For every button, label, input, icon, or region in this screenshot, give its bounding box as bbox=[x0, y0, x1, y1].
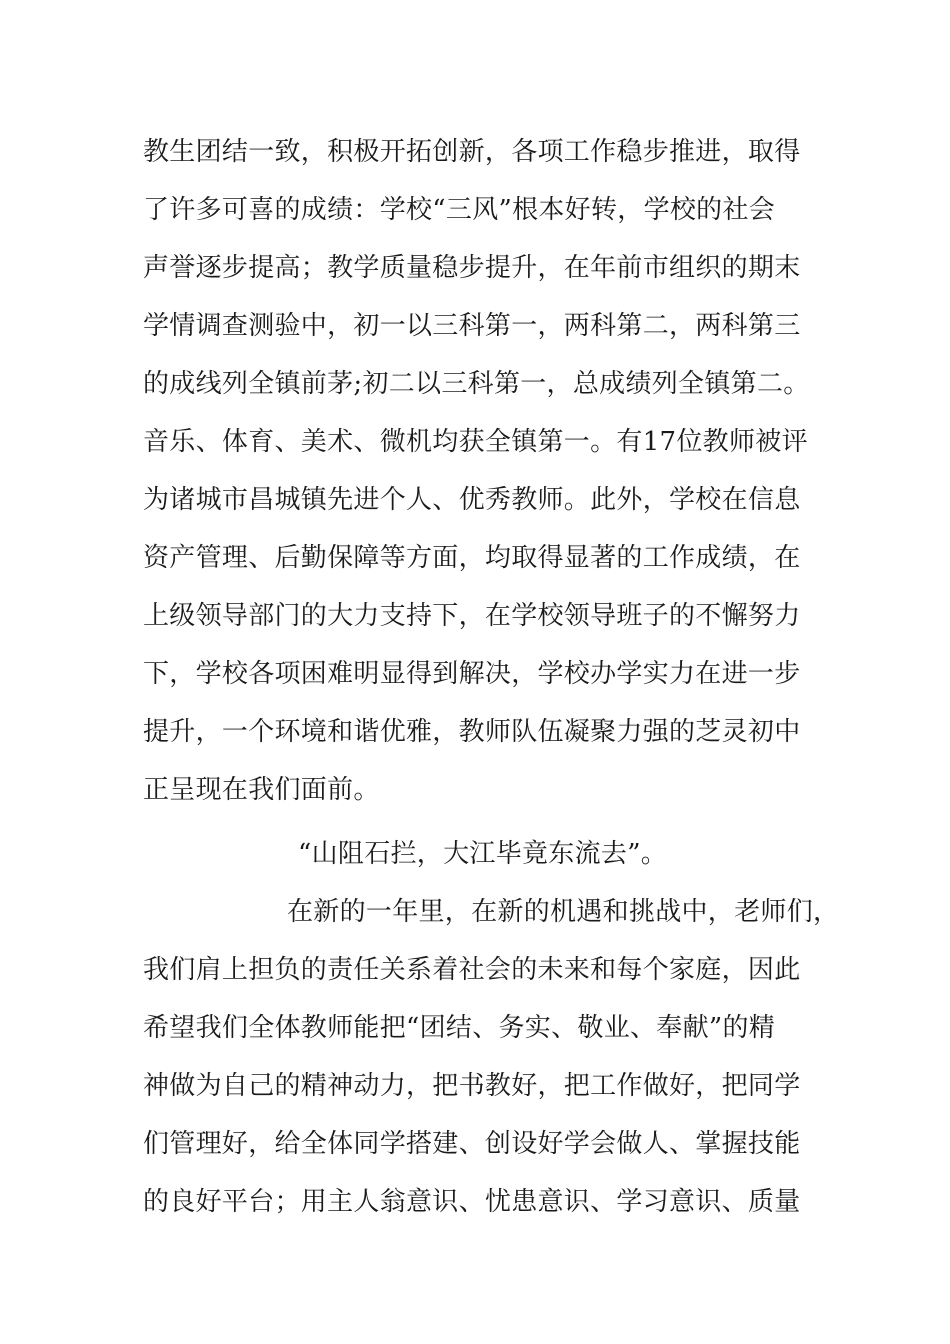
text-line: 上级领导部门的大力支持下，在学校领导班子的不懈努力 bbox=[143, 601, 801, 631]
text-line: 资产管理、后勤保障等方面，均取得显著的工作成绩，在 bbox=[143, 543, 801, 573]
text-line: 学情调查测验中，初一以三科第一，两科第二，两科第三 bbox=[143, 311, 801, 341]
text-line: 教生团结一致，积极开拓创新，各项工作稳步推进，取得 bbox=[143, 137, 801, 167]
text-line: 我们肩上担负的责任关系着社会的未来和每个家庭，因此 bbox=[143, 955, 801, 985]
text-line: 为诸城市昌城镇先进个人、优秀教师。此外，学校在信息 bbox=[143, 485, 801, 515]
text-line: 提升，一个环境和谐优雅，教师队伍凝聚力强的芝灵初中 bbox=[143, 717, 801, 747]
text-line: 下，学校各项困难明显得到解决，学校办学实力在进一步 bbox=[143, 659, 801, 689]
text-line: 们管理好，给全体同学搭建、创设好学会做人、掌握技能 bbox=[143, 1129, 801, 1159]
text-line: 正呈现在我们面前。 bbox=[143, 775, 380, 805]
text-line: 的成线列全镇前茅;初二以三科第一，总成绩列全镇第二。 bbox=[143, 369, 810, 399]
text-line: 神做为自己的精神动力，把书教好，把工作做好，把同学 bbox=[143, 1071, 801, 1101]
quote-line: “山阻石拦，大江毕竟东流去”。 bbox=[298, 839, 668, 869]
text-line: 音乐、体育、美术、微机均获全镇第一。有17位教师被评 bbox=[143, 427, 808, 457]
text-line: 希望我们全体教师能把“团结、务实、敬业、奉献”的精 bbox=[143, 1013, 776, 1043]
text-line: 声誉逐步提高；教学质量稳步提升，在年前市组织的期末 bbox=[143, 253, 801, 283]
paragraph-start-line: 在新的一年里，在新的机遇和挑战中，老师们， bbox=[287, 897, 840, 927]
text-line: 的良好平台；用主人翁意识、忧患意识、学习意识、质量 bbox=[143, 1187, 801, 1217]
text-line: 了许多可喜的成绩：学校“三风”根本好转，学校的社会 bbox=[143, 195, 776, 225]
